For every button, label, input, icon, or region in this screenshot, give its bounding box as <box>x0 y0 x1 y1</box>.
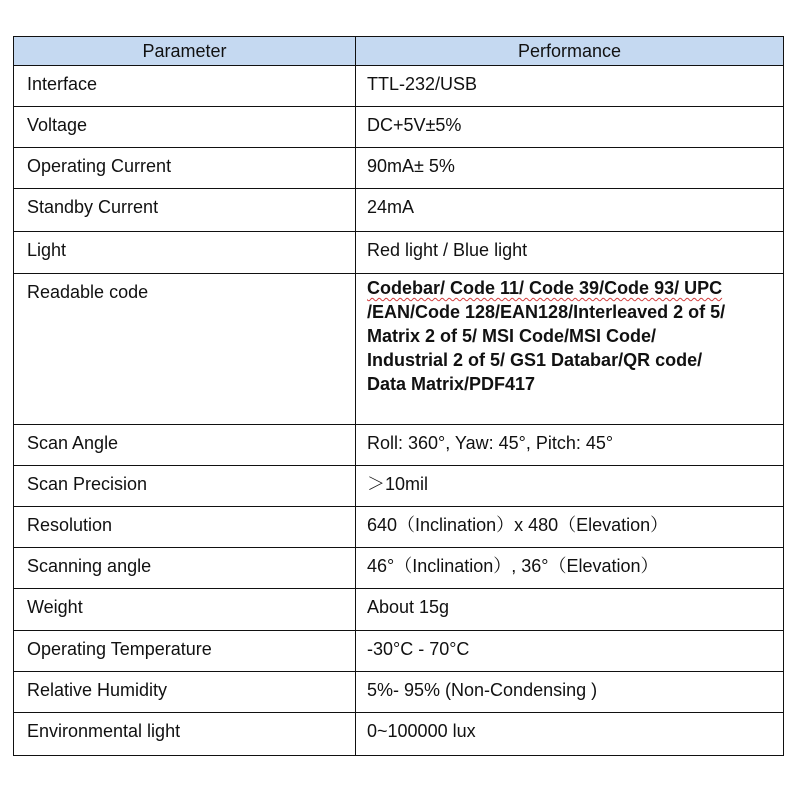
perf-cell: 90mA± 5% <box>356 148 784 189</box>
param-cell: Standby Current <box>14 189 356 232</box>
table-row <box>14 274 784 425</box>
param-cell: Scan Precision <box>14 466 356 507</box>
perf-cell: Roll: 360°, Yaw: 45°, Pitch: 45° <box>356 425 784 466</box>
param-cell: Readable code <box>14 274 356 425</box>
table-row <box>14 66 784 107</box>
param-cell: Voltage <box>14 107 356 148</box>
param-cell: Interface <box>14 66 356 107</box>
table-row <box>14 425 784 466</box>
table-row <box>14 672 784 713</box>
param-cell: Scan Angle <box>14 425 356 466</box>
spec-table <box>13 36 784 756</box>
perf-cell: 24mA <box>356 189 784 232</box>
readable-code-line <box>367 276 783 300</box>
table-row <box>14 507 784 548</box>
param-cell: Light <box>14 232 356 274</box>
table-row <box>14 631 784 672</box>
env-light-value: 0~100000 lux <box>367 721 476 741</box>
table-row <box>14 107 784 148</box>
perf-cell: Red light / Blue light <box>356 232 784 274</box>
perf-cell: -30°C - 70°C <box>356 631 784 672</box>
param-cell: Operating Current <box>14 148 356 189</box>
header-performance: Performance <box>356 37 784 66</box>
readable-code-line-text: Codebar/ Code 11/ Code 39/Code 93/ UPC <box>367 278 723 298</box>
perf-cell: TTL-232/USB <box>356 66 784 107</box>
header-parameter: Parameter <box>14 37 356 66</box>
table-row <box>14 713 784 756</box>
param-cell: Weight <box>14 589 356 631</box>
perf-cell: DC+5V±5% <box>356 107 784 148</box>
table-row <box>14 548 784 589</box>
table-row <box>14 589 784 631</box>
perf-cell: 46°（Inclination）, 36°（Elevation） <box>356 548 784 589</box>
table-row <box>14 232 784 274</box>
perf-cell: About 15g <box>356 589 784 631</box>
perf-cell: ＞10mil <box>356 466 784 507</box>
perf-cell: 5%- 95% (Non-Condensing ) <box>356 672 784 713</box>
param-cell: Scanning angle <box>14 548 356 589</box>
readable-code-line: Industrial 2 of 5/ GS1 Databar/QR code/ <box>367 350 703 370</box>
param-cell: Relative Humidity <box>14 672 356 713</box>
table-row <box>14 148 784 189</box>
readable-code-line: Matrix 2 of 5/ MSI Code/MSI Code/ <box>367 326 657 346</box>
readable-code-line: /EAN/Code 128/EAN128/Interleaved 2 of 5/ <box>367 302 726 322</box>
param-cell: Resolution <box>14 507 356 548</box>
readable-codes-cell <box>356 274 784 425</box>
perf-cell <box>356 713 784 756</box>
table-header-row <box>14 37 784 66</box>
readable-code-line: Data Matrix/PDF417 <box>367 374 536 394</box>
table-row <box>14 466 784 507</box>
param-cell: Environmental light <box>14 713 356 756</box>
param-cell: Operating Temperature <box>14 631 356 672</box>
perf-cell: 640（Inclination）x 480（Elevation） <box>356 507 784 548</box>
table-row <box>14 189 784 232</box>
